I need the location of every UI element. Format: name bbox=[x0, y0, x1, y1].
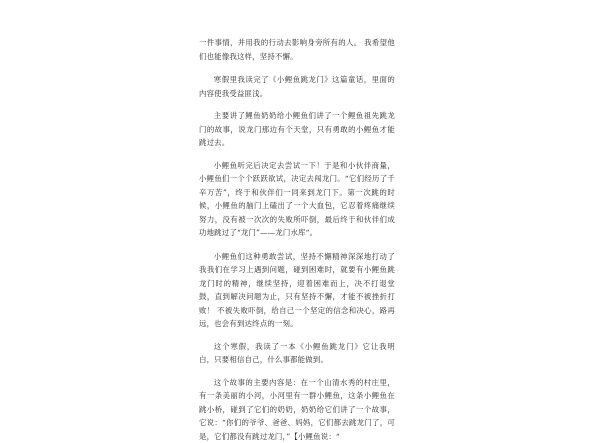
paragraph-gap bbox=[199, 100, 395, 109]
paragraph-2: 寒假里我读完了《小鲤鱼跳龙门》这篇童话，里面的内容使我受益匪浅。 bbox=[199, 73, 395, 100]
paragraph-5: 小鲤鱼们这种勇敢尝试，坚持不懈精神深深地打动了我我们在学习上遇到问题，碰到困难时，就要有小鲤鱼跳龙门时的精神，继续坚持，迎着困难而上，决不打退堂鼓，直到解决问题为止，只有坚持不懈，才能不被挫折打败！ 不被失败吓倒，给自己一个坚定的信念和决心，路再远，也会有到达终点的一刻。 bbox=[199, 250, 395, 331]
paragraph-7: 这个故事的主要内容是：在一个山清水秀的村庄里，有一条美丽的小河，小河里有一群小鲤鱼，这条小鲤鱼在跳小桥，碰到了它们的奶奶，奶奶给它们讲了一个故事，它说：“你们的爷爷、爸爸、妈妈，它们都去跳龙门了，可是，它们都没有跳过龙门，”【小鲤鱼说：“ bbox=[199, 376, 395, 443]
paragraph-4: 小鲤鱼听完后决定去尝试一下！于是和小伙伴商量，小鲤鱼们一个个跃跃欲试，决定去闯龙门。“它们经历了千辛万苦”，终于和伙伴们一同来到龙门下。第一次跳的时候，小鲤鱼的脑门上磕出了一个大血包，它忍着疼痛继续努力，没有被一次次的失败所吓倒，最后终于和伙伴们成功地跳过了“龙门”——龙门水库“。 bbox=[199, 159, 395, 240]
paragraph-gap bbox=[199, 331, 395, 340]
paragraph-gap bbox=[199, 150, 395, 159]
paragraph-3: 主要讲了鲤鱼奶奶给小鲤鱼们讲了一个鲤鱼祖先跳龙门的故事，说龙门那边有个天堂，只有勇敢的小鲤鱼才能跳过去。 bbox=[199, 109, 395, 150]
paragraph-gap bbox=[199, 240, 395, 250]
paragraph-6: 这个寒假，我读了一本《小鲤鱼跳龙门》它让我明白，只要相信自己，什么事都能做到。 bbox=[199, 340, 395, 367]
paragraph-1: 一件事情，并用我的行动去影响身旁所有的人。 我希望他们也能像我这样，坚持不懈。 bbox=[199, 36, 395, 63]
paragraph-gap bbox=[199, 63, 395, 73]
document-body bbox=[199, 36, 395, 443]
paragraph-gap bbox=[199, 367, 395, 376]
